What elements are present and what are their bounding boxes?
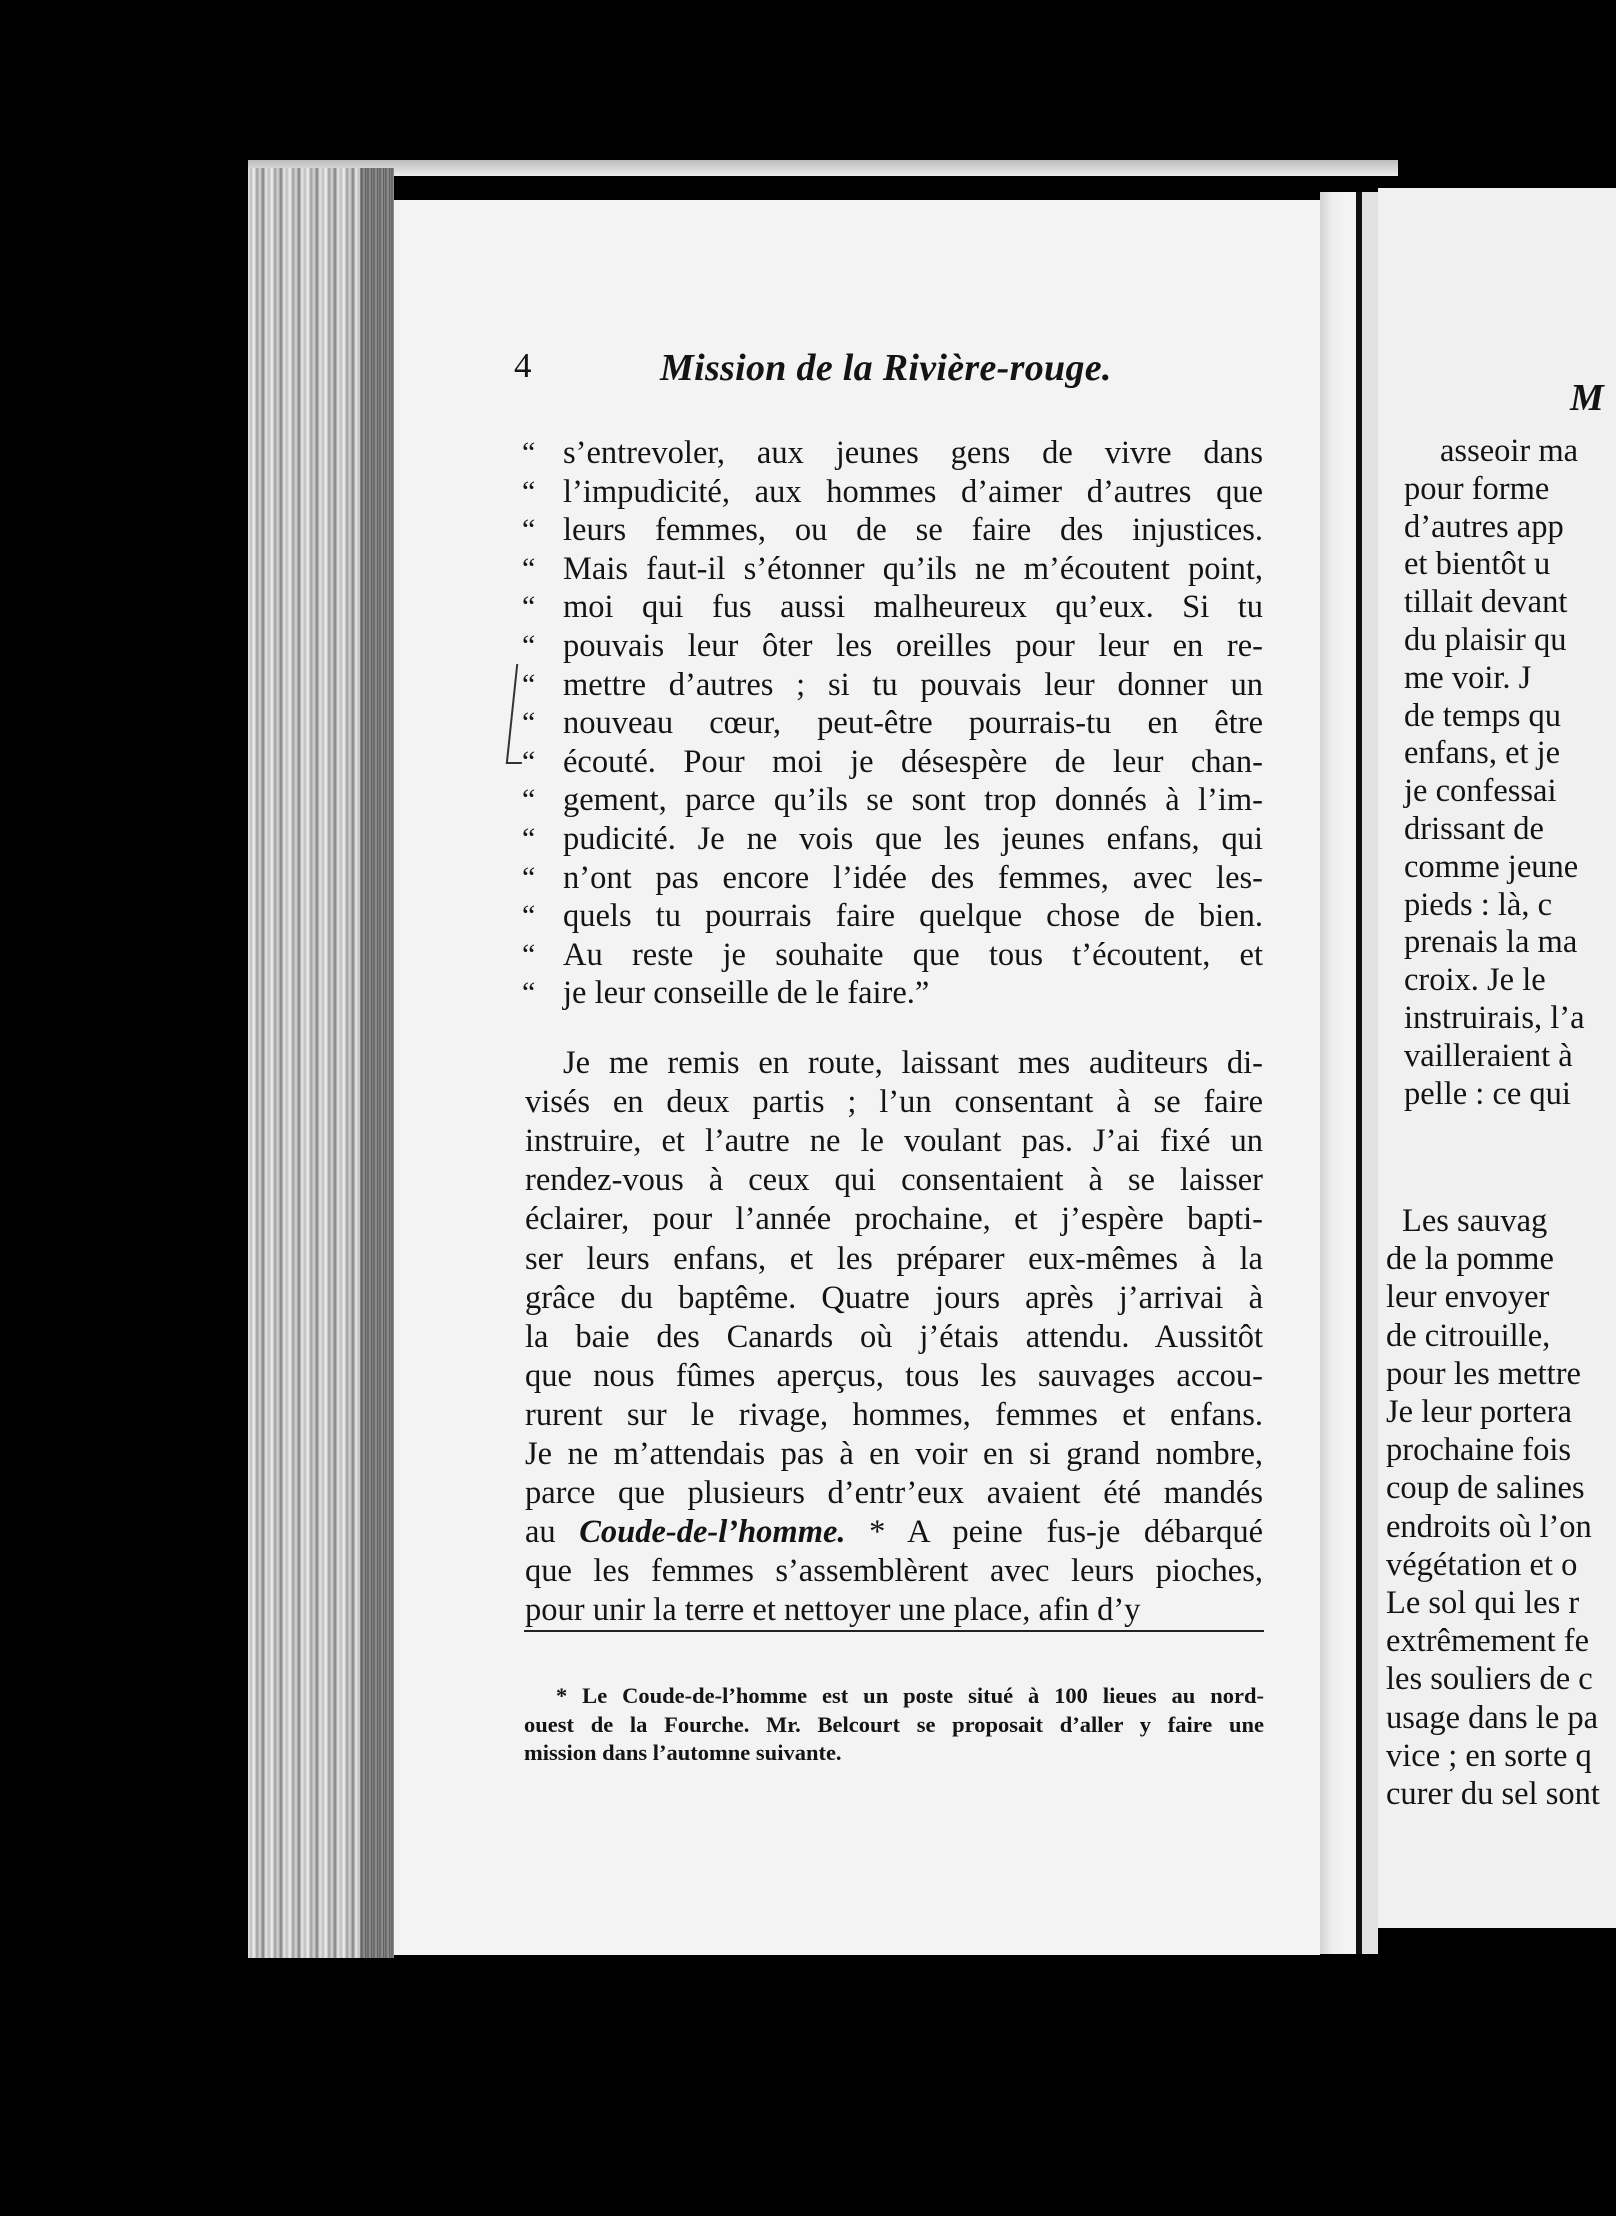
quote-mark: “ xyxy=(522,976,536,1010)
paragraph-text-line: instruire, et l’autre ne le voulant pas. J’ai fixé un xyxy=(525,1123,1263,1160)
right-running-title: M xyxy=(1570,377,1604,419)
right-page-line: végétation et o xyxy=(1386,1546,1578,1583)
right-page-line: Le sol qui les r xyxy=(1386,1585,1580,1621)
right-page-line: de temps qu xyxy=(1404,697,1562,734)
page-block-edge xyxy=(248,168,394,1958)
quoted-text-line: pouvais leur ôter les oreilles pour leur en re- xyxy=(563,628,1263,664)
quoted-text-line: mettre d’autres ; si tu pouvais leur donner un xyxy=(563,666,1263,703)
paragraph-text-line xyxy=(525,1511,1263,1553)
right-page-line: usage dans le pa xyxy=(1386,1699,1599,1736)
right-page-line: vice ; en sorte q xyxy=(1386,1737,1592,1774)
quoted-text-line: écouté. Pour moi je désespère de leur chan- xyxy=(563,743,1263,780)
right-page-line: comme jeune xyxy=(1404,848,1579,885)
right-page-line: endroits où l’on xyxy=(1386,1508,1592,1545)
right-page-line: me voir. J xyxy=(1404,659,1532,696)
line-text-before: au xyxy=(525,1514,580,1551)
quote-mark: “ xyxy=(522,706,536,740)
right-page-line: Je leur portera xyxy=(1386,1394,1572,1430)
paragraph-text-line: éclairer, pour l’année prochaine, et j’espère bapti- xyxy=(525,1201,1263,1238)
paragraph-text-line: que les femmes s’assemblèrent avec leurs pioches, xyxy=(525,1553,1263,1590)
quoted-text-line: Mais faut-il s’étonner qu’ils ne m’écoutent point, xyxy=(563,550,1263,587)
line-text-after: * A peine fus-je débarqué xyxy=(845,1514,1263,1551)
right-page-line: et bientôt u xyxy=(1404,546,1551,583)
right-page-line: leur envoyer xyxy=(1386,1279,1550,1316)
book-top-edge xyxy=(248,160,1398,176)
right-page-line: drissant de xyxy=(1404,811,1544,847)
right-page-line: de citrouille, xyxy=(1386,1317,1551,1354)
quoted-text-line: je leur conseille de le faire.” xyxy=(563,975,930,1012)
quote-mark: “ xyxy=(522,474,536,508)
paragraph-text-line: que nous fûmes aperçus, tous les sauvages accou- xyxy=(525,1357,1263,1394)
right-page-line: vailleraient à xyxy=(1404,1037,1573,1074)
page-number: 4 xyxy=(514,346,532,385)
paragraph-text-line: rurent sur le rivage, hommes, femmes et enfans. xyxy=(525,1396,1263,1433)
running-title: Mission de la Rivière-rouge. xyxy=(660,347,1112,389)
right-page-line: Les sauvag xyxy=(1402,1203,1548,1239)
footnote-line: * Le Coude-de-l’homme est un poste situé à 100 lieues au nord- xyxy=(556,1683,1264,1708)
paragraph-text-line: parce que plusieurs d’entr’eux avaient été mandés xyxy=(525,1475,1263,1512)
right-page-line: coup de salines xyxy=(1386,1470,1585,1507)
right-page-line: instruirais, l’a xyxy=(1404,1000,1585,1036)
right-page-line: pelle : ce qui xyxy=(1404,1075,1571,1112)
quote-mark: “ xyxy=(522,744,536,778)
quoted-text-line: s’entrevoler, aux jeunes gens de vivre dans xyxy=(563,435,1263,471)
quote-mark: “ xyxy=(522,783,536,817)
quoted-text-line: n’ont pas encore l’idée des femmes, avec les- xyxy=(563,859,1263,896)
footnote-line: ouest de la Fourche. Mr. Belcourt se proposait d’aller y faire une xyxy=(524,1711,1264,1737)
right-page-line: extrêmement fe xyxy=(1386,1623,1590,1660)
paragraph-text-line: Je ne m’attendais pas à en voir en si grand nombre, xyxy=(525,1436,1263,1472)
right-page-line: croix. Je le xyxy=(1404,962,1546,999)
paragraph-text-line: ser leurs enfans, et les préparer eux-mêmes à la xyxy=(525,1240,1263,1277)
quote-mark: “ xyxy=(522,513,536,547)
quote-mark: “ xyxy=(522,822,536,855)
running-head xyxy=(514,346,1254,400)
book-gutter xyxy=(1320,192,1378,1954)
quote-mark: “ xyxy=(522,937,536,971)
right-page-line: pour forme xyxy=(1404,470,1550,507)
quote-mark: “ xyxy=(522,590,536,624)
paragraph-text-line: rendez-vous à ceux qui consentaient à se laisser xyxy=(525,1162,1263,1199)
quote-mark: “ xyxy=(522,899,536,933)
right-page-line: curer du sel sont xyxy=(1386,1776,1600,1812)
right-page-line: prochaine fois xyxy=(1386,1432,1572,1469)
right-page-line: d’autres app xyxy=(1404,508,1564,545)
right-page-line: pour les mettre xyxy=(1386,1355,1581,1392)
quote-mark: “ xyxy=(522,667,536,701)
quoted-text-line: Au reste je souhaite que tous t’écoutent, et xyxy=(563,936,1263,973)
paragraph-text-line: visés en deux partis ; l’un consentant à se faire xyxy=(525,1084,1263,1121)
quoted-text-line: pudicité. Je ne vois que les jeunes enfans, qui xyxy=(563,821,1263,857)
right-page-line: enfans, et je xyxy=(1404,735,1561,772)
quote-mark: “ xyxy=(522,860,536,894)
right-page-partial xyxy=(1378,188,1616,1928)
quoted-text-line: gement, parce qu’ils se sont trop donnés à l’im- xyxy=(563,782,1263,819)
right-page-line: les souliers de c xyxy=(1386,1661,1593,1698)
right-page-line: tillait devant xyxy=(1404,584,1568,621)
quoted-text-line: l’impudicité, aux hommes d’aimer d’autres que xyxy=(563,473,1263,510)
right-page-line: je confessai xyxy=(1404,773,1557,810)
right-page-line: de la pomme xyxy=(1386,1241,1554,1278)
right-page-line: pieds : là, c xyxy=(1404,886,1553,923)
footnote-line: mission dans l’automne suivante. xyxy=(524,1740,842,1765)
quote-mark: “ xyxy=(522,551,536,585)
right-page-line: du plaisir qu xyxy=(1404,622,1567,658)
paragraph-text-line: pour unir la terre et nettoyer une place, afin d’y xyxy=(525,1592,1141,1629)
quoted-text-line: nouveau cœur, peut-être pourrais-tu en être xyxy=(563,705,1263,742)
right-page-line: asseoir ma xyxy=(1440,433,1579,469)
quote-mark: “ xyxy=(522,436,536,469)
quoted-text-line: quels tu pourrais faire quelque chose de bien. xyxy=(563,898,1263,935)
right-page-line: prenais la ma xyxy=(1404,924,1578,961)
quoted-text-line: moi qui fus aussi malheureux qu’eux. Si tu xyxy=(563,589,1263,626)
quoted-text-line: leurs femmes, ou de se faire des injustices. xyxy=(563,512,1263,549)
paragraph-text-line: grâce du baptême. Quatre jours après j’arrivai à xyxy=(525,1279,1263,1316)
footnote-rule xyxy=(524,1630,1264,1632)
paragraph-text-line: la baie des Canards où j’étais attendu. Aussitôt xyxy=(525,1318,1263,1355)
paragraph-text-line: Je me remis en route, laissant mes auditeurs di- xyxy=(563,1045,1263,1081)
quote-mark: “ xyxy=(522,629,536,662)
place-name-italic: Coude-de-l’homme. xyxy=(579,1514,846,1551)
